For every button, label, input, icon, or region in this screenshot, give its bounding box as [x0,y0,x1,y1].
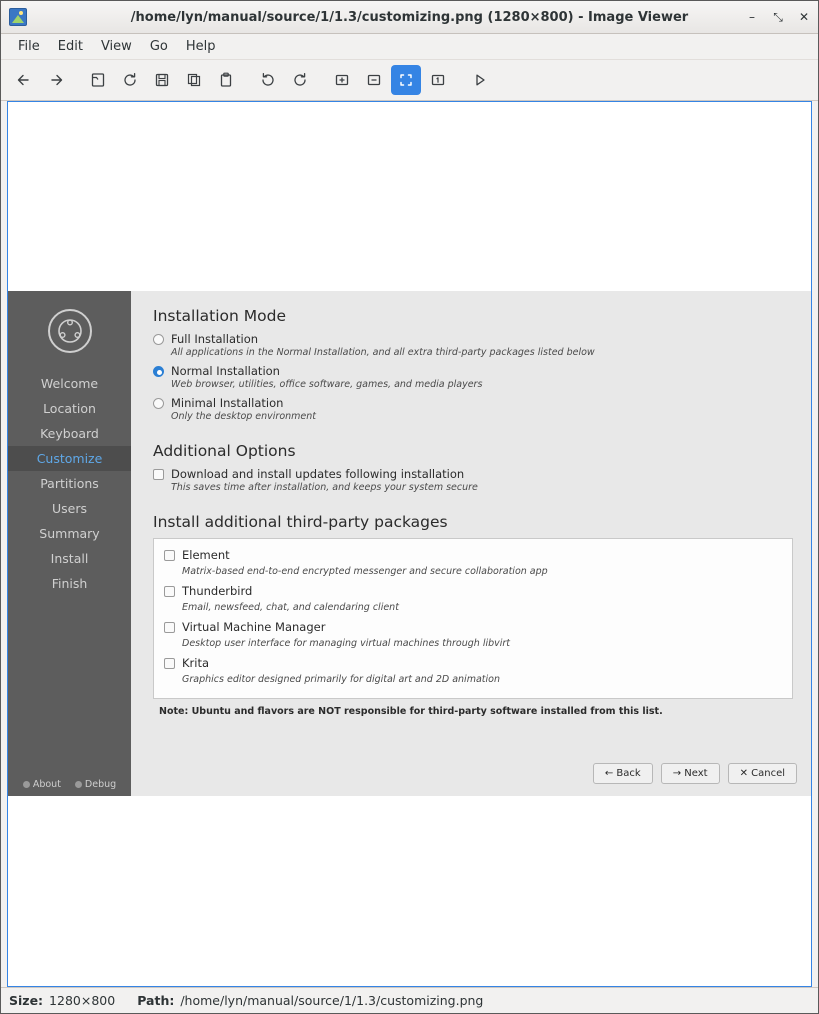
radio-label-full: Full Installation [171,332,259,346]
image-canvas[interactable] [7,101,812,987]
checkbox-label-thunderbird: Thunderbird [182,584,253,598]
copy-icon[interactable] [179,65,209,95]
slideshow-play-icon[interactable] [465,65,495,95]
radio-normal-installation[interactable] [153,364,793,378]
menu-edit[interactable]: Edit [57,39,83,54]
radio-desc-minimal: Only the desktop environment [171,411,317,422]
pkg-desc-vmm: Desktop user interface for managing virtual machines through libvirt [182,638,511,649]
radio-desc-full: All applications in the Normal Installation, and all extra third-party packages listed below [171,347,595,358]
installer-main-panel [131,291,812,796]
app-icon [9,8,27,26]
titlebar [1,1,818,34]
statusbar [1,987,818,1013]
toolbar [1,60,818,101]
installer-step-partitions[interactable]: Partitions [40,476,99,491]
about-icon [23,781,30,788]
rotate-left-icon[interactable] [285,65,315,95]
save-as-icon[interactable] [147,65,177,95]
fit-to-window-icon[interactable] [391,65,421,95]
radio-label-normal: Normal Installation [171,364,280,378]
debug-button[interactable] [75,779,116,790]
back-button[interactable]: ← Back [593,763,653,784]
displayed-image-installer [8,291,812,796]
radio-label-minimal: Minimal Installation [171,396,284,410]
checkbox-virtual-machine-manager[interactable] [164,620,782,634]
cancel-button[interactable]: ✕ Cancel [728,763,797,784]
path-label: Path: [137,993,175,1008]
radio-icon-minimal[interactable] [153,398,164,409]
installer-nav-buttons [593,763,797,784]
back-icon[interactable] [9,65,39,95]
installer-step-keyboard[interactable]: Keyboard [40,426,99,441]
additional-options-heading: Additional Options [153,442,296,460]
installer-sidebar-footer [8,779,131,790]
checkbox-element[interactable] [164,548,782,562]
pkg-desc-element: Matrix-based end-to-end encrypted messenger and secure collaboration app [182,566,548,577]
zoom-out-icon[interactable] [359,65,389,95]
checkbox-krita[interactable] [164,656,782,670]
debug-icon [75,781,82,788]
installer-step-location[interactable]: Location [43,401,96,416]
menu-help[interactable]: Help [185,39,216,54]
radio-minimal-installation[interactable] [153,396,793,410]
radio-full-installation[interactable] [153,332,793,346]
menu-view[interactable]: View [100,39,132,54]
actual-size-icon[interactable] [423,65,453,95]
installer-step-finish[interactable]: Finish [51,576,88,591]
checkbox-label-updates: Download and install updates following installation [171,467,465,481]
paste-icon[interactable] [211,65,241,95]
debug-label: Debug [84,779,117,790]
radio-icon-normal[interactable] [153,366,164,377]
checkbox-icon-thunderbird[interactable] [164,586,175,597]
about-label: About [32,779,61,790]
zoom-in-icon[interactable] [327,65,357,95]
size-value: 1280×800 [49,993,116,1008]
radio-desc-normal: Web browser, utilities, office software, games, and media players [171,379,483,390]
menu-go[interactable]: Go [149,39,168,54]
maximize-button[interactable]: ⤡ [773,10,783,24]
minimize-button[interactable]: – [749,10,755,24]
close-button[interactable]: ✕ [798,10,810,24]
installer-step-customize[interactable]: Customize [8,446,131,471]
window-title: /home/lyn/manual/source/1/1.3/customizing.png (1280×800) - Image Viewer [130,9,689,25]
menu-file[interactable]: File [18,39,40,54]
rotate-right-icon[interactable] [253,65,283,95]
installer-step-summary[interactable]: Summary [39,526,100,541]
checkbox-desc-updates: This saves time after installation, and keeps your system secure [171,482,478,493]
third-party-heading: Install additional third-party packages [153,513,448,531]
checkbox-label-vmm: Virtual Machine Manager [182,620,326,634]
checkbox-icon-updates[interactable] [153,469,164,480]
checkbox-download-updates[interactable] [153,467,793,481]
checkbox-icon-vmm[interactable] [164,622,175,633]
third-party-package-list [153,538,793,699]
window-controls [746,11,818,23]
installer-step-welcome[interactable]: Welcome [40,376,99,391]
checkbox-label-element: Element [182,548,230,562]
third-party-note: Note: Ubuntu and flavors are NOT responsible for third-party software installed from this list. [159,706,663,717]
installer-step-install[interactable]: Install [50,551,89,566]
path-value: /home/lyn/manual/source/1/1.3/customizing.png [180,993,484,1008]
checkbox-label-krita: Krita [182,656,210,670]
menubar [1,34,818,60]
reload-icon[interactable] [115,65,145,95]
open-file-icon[interactable] [83,65,113,95]
checkbox-thunderbird[interactable] [164,584,782,598]
checkbox-icon-krita[interactable] [164,658,175,669]
installation-mode-heading: Installation Mode [153,307,287,325]
size-label: Size: [9,993,44,1008]
installer-step-users[interactable]: Users [51,501,87,516]
radio-icon-full[interactable] [153,334,164,345]
checkbox-icon-element[interactable] [164,550,175,561]
next-button[interactable]: → Next [661,763,720,784]
ubuntu-swirl-logo [48,309,92,353]
installer-sidebar [8,291,131,796]
about-button[interactable] [23,779,61,790]
forward-icon[interactable] [41,65,71,95]
pkg-desc-thunderbird: Email, newsfeed, chat, and calendaring client [182,602,399,613]
pkg-desc-krita: Graphics editor designed primarily for digital art and 2D animation [182,674,500,685]
